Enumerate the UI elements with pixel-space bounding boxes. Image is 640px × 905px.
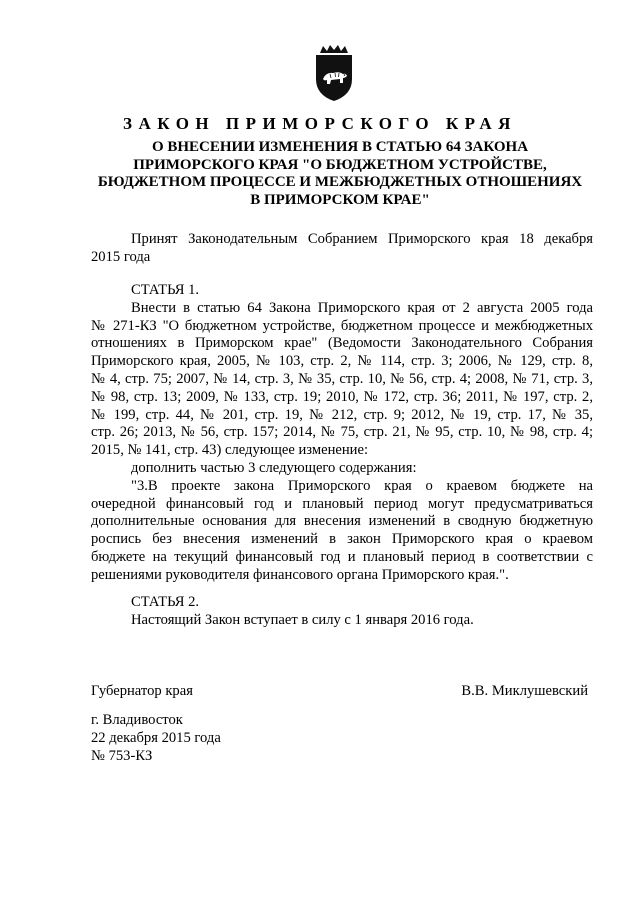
text-line: роспись без внесения изменений в закон Приморского края о краевом <box>91 531 593 548</box>
text-line: решениями руководителя финансового органа Приморского края.". <box>91 566 509 583</box>
text-line: Приморского края, 2005, № 103, стр. 2, № 114, стр. 3; 2006, № 129, стр. 8, <box>91 353 593 370</box>
text-line: № 271-КЗ "О бюджетном устройстве, бюджетном процессе и межбюджетных <box>91 317 593 334</box>
text-line: № 4, стр. 75; 2007, № 14, стр. 3, № 35, стр. 10, № 56, стр. 4; 2008, № 71, стр. 3, <box>91 370 593 387</box>
subtitle-line: О ВНЕСЕНИИ ИЗМЕНЕНИЯ В СТАТЬЮ 64 ЗАКОНА <box>151 139 529 155</box>
article-1 <box>91 282 593 585</box>
law-number: № 753-КЗ <box>91 747 153 764</box>
text-line: Настоящий Закон вступает в силу с 1 января 2016 года. <box>131 611 474 628</box>
text-line: "3.В проекте закона Приморского края о краевом бюджете на <box>131 477 593 494</box>
text-line: 2015 года <box>91 248 151 265</box>
text-line: № 98, стр. 13; 2009, № 133, стр. 19; 2010, № 172, стр. 36; 2011, № 197, стр. 2, <box>91 388 593 405</box>
subtitle-line: БЮДЖЕТНОМ ПРОЦЕССЕ И МЕЖБЮДЖЕТНЫХ ОТНОШЕНИЯХ <box>97 174 583 190</box>
adoption-paragraph <box>91 231 593 267</box>
law-title: ЗАКОН ПРИМОРСКОГО КРАЯ <box>123 114 517 133</box>
text-line: очередной финансовый год и плановый период могут предусматриваться <box>91 495 593 512</box>
signing-date: 22 декабря 2015 года <box>91 729 221 746</box>
text-line: дополнительные основания для внесения изменений в сводную бюджетную <box>91 513 593 530</box>
subtitle-line: В ПРИМОРСКОМ КРАЕ" <box>250 191 430 208</box>
text-line: стр. 26; 2013, № 56, стр. 157; 2014, № 75, стр. 21, № 95, стр. 10, № 98, стр. 4; <box>91 424 593 441</box>
article-heading: СТАТЬЯ 2. <box>131 594 200 610</box>
text-line: Принят Законодательным Собранием Приморского края 18 декабря <box>131 231 593 247</box>
signatory-name: В.В. Миклушевский <box>461 683 588 699</box>
text-line: дополнить частью 3 следующего содержания: <box>131 459 417 476</box>
text-line: отношениях в Приморском крае" (Ведомости Законодательного Собрания <box>91 335 593 352</box>
text-line: Внести в статью 64 Закона Приморского края от 2 августа 2005 года <box>131 299 593 316</box>
text-line: 2015, № 141, стр. 43) следующее изменение: <box>91 442 369 459</box>
text-line: бюджете на текущий финансовый год и плановый период в соответствии с <box>91 548 593 565</box>
article-2 <box>91 594 593 630</box>
text-line: № 199, стр. 44, № 201, стр. 19, № 212, стр. 9; 2012, № 19, стр. 17, № 35, <box>91 406 593 423</box>
signatory-position: Губернатор края <box>91 683 193 699</box>
article-heading: СТАТЬЯ 1. <box>131 282 200 298</box>
city: г. Владивосток <box>91 712 183 728</box>
law-subtitle <box>90 139 590 209</box>
primorsky-krai-coat-of-arms-icon <box>306 43 362 103</box>
place-date-block <box>91 712 221 765</box>
subtitle-line: ПРИМОРСКОГО КРАЯ "О БЮДЖЕТНОМ УСТРОЙСТВЕ, <box>133 156 547 173</box>
